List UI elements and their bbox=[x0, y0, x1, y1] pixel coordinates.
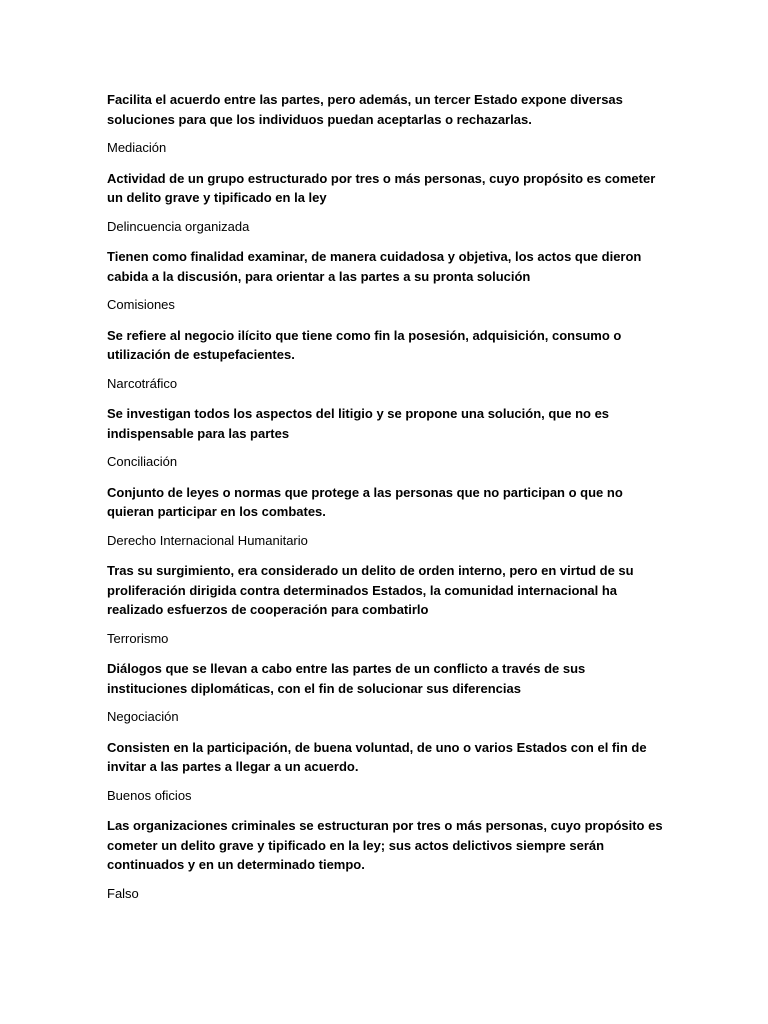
qa-item bbox=[107, 404, 667, 472]
question-text: Las organizaciones criminales se estructuran por tres o más personas, cuyo propósito es cometer un delito grave y tipificado en la ley; sus actos delictivos siempre serán continuados y en un determinado tiempo. bbox=[107, 818, 663, 872]
qa-item bbox=[107, 90, 667, 158]
answer-text: Mediación bbox=[107, 140, 167, 155]
qa-item bbox=[107, 326, 667, 394]
question-text: Consisten en la participación, de buena voluntad, de uno o varios Estados con el fin de invitar a las partes a llegar a un acuerdo. bbox=[107, 739, 647, 774]
qa-item bbox=[107, 561, 667, 648]
answer-text: Derecho Internacional Humanitario bbox=[107, 532, 308, 548]
question-text: Tras su surgimiento, era considerado un delito de orden interno, pero en virtud de su proliferación dirigida contra determinados Estados, la comunidad internacional ha realizado esfuerzos de cooperación para combatirlo bbox=[107, 563, 634, 617]
answer-text: Conciliación bbox=[107, 454, 178, 469]
document-page bbox=[107, 90, 667, 914]
answer-text: Comisiones bbox=[107, 297, 175, 312]
question-text: Tienen como finalidad examinar, de manera cuidadosa y objetiva, los actos que dieron cabida a la discusión, para orientar a las partes a su pronta solución bbox=[107, 249, 642, 284]
qa-item bbox=[107, 247, 667, 315]
question-text: Se investigan todos los aspectos del litigio y se propone una solución, que no es indispensable para las partes bbox=[107, 406, 610, 441]
answer-text: Buenos oficios bbox=[107, 787, 192, 803]
qa-item bbox=[107, 738, 667, 806]
question-text: Facilita el acuerdo entre las partes, pero además, un tercer Estado expone diversas soluciones para que los individuos puedan aceptarlas o rechazarlas. bbox=[107, 92, 623, 127]
question-text: Actividad de un grupo estructurado por tres o más personas, cuyo propósito es cometer un delito grave y tipificado en la ley bbox=[107, 170, 656, 205]
answer-text: Falso bbox=[107, 885, 139, 901]
question-text: Diálogos que se llevan a cabo entre las partes de un conflicto a través de sus instituciones diplomáticas, con el fin de solucionar sus diferencias bbox=[107, 661, 586, 696]
qa-item bbox=[107, 816, 667, 903]
answer-text: Delincuencia organizada bbox=[107, 218, 250, 234]
answer-text: Negociación bbox=[107, 709, 179, 724]
answer-text: Terrorismo bbox=[107, 630, 169, 646]
question-text: Conjunto de leyes o normas que protege a las personas que no participan o que no quieran participar en los combates. bbox=[107, 484, 623, 519]
question-text: Se refiere al negocio ilícito que tiene como fin la posesión, adquisición, consumo o utilización de estupefacientes. bbox=[107, 327, 622, 362]
qa-item bbox=[107, 169, 667, 237]
qa-item bbox=[107, 483, 667, 551]
qa-item bbox=[107, 659, 667, 727]
answer-text: Narcotráfico bbox=[107, 375, 178, 391]
